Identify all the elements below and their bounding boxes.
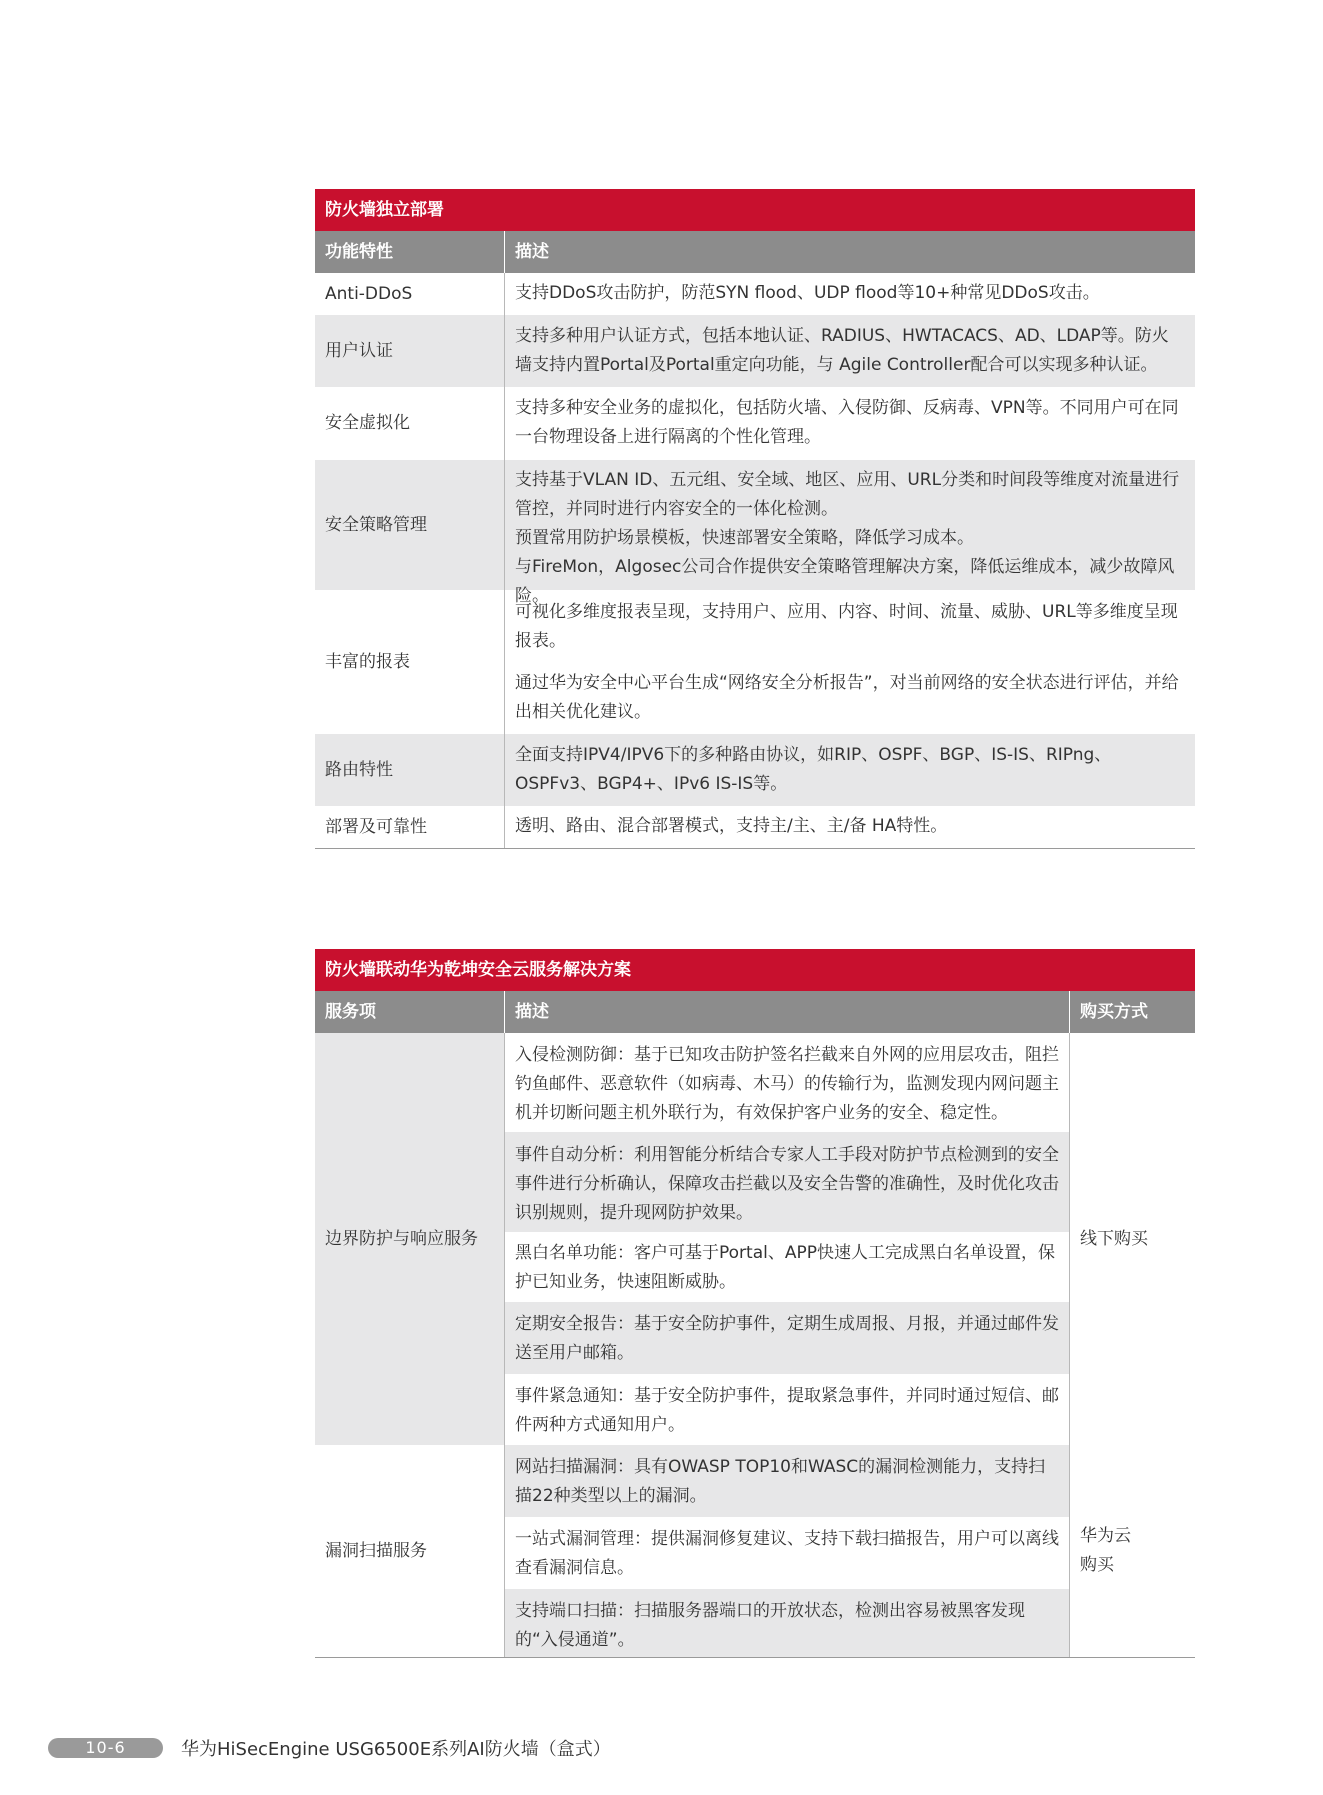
header-description: 描述 [505,991,1070,1033]
service-item: 事件紧急通知：基于安全防护事件，提取紧急事件，并同时通过短信、邮件两种方式通知用户。 [505,1374,1069,1445]
description-cell [505,315,1195,387]
feature-cell: 丰富的报表 [315,590,505,734]
table-header [315,991,1195,1033]
page-footer [48,1737,611,1759]
service-item: 事件自动分析：利用智能分析结合专家人工手段对防护节点检测到的安全事件进行分析确认，保障攻击拦截以及安全告警的准确性，及时优化攻击识别规则，提升现网防护效果。 [505,1132,1069,1232]
table-row [315,734,1195,806]
table-row [315,387,1195,460]
description-cell [505,460,1195,606]
description-cell [505,806,1195,848]
service-group [315,1445,1195,1658]
table-row [315,806,1195,849]
table-row [315,315,1195,387]
table-title: 防火墙联动华为乾坤安全云服务解决方案 [315,949,1195,991]
service-item: 支持端口扫描：扫描服务器端口的开放状态，检测出容易被黑客发现的“入侵通道”。 [505,1589,1069,1657]
page-number: 10-6 [48,1738,163,1758]
description-text: 透明、路由、混合部署模式，支持主/主、主/备 HA特性。 [515,816,948,836]
cloud-service-table [315,949,1195,1658]
feature-cell: 路由特性 [315,734,505,806]
standalone-deployment-table [315,189,1195,849]
service-item: 定期安全报告：基于安全防护事件，定期生成周报、月报，并通过邮件发送至用户邮箱。 [505,1302,1069,1374]
service-item: 入侵检测防御：基于已知攻击防护签名拦截来自外网的应用层攻击，阻拦钓鱼邮件、恶意软件（如病毒、木马）的传输行为，监测发现内网问题主机并切断问题主机外联行为，有效保护客户业务的安全、稳定性。 [505,1033,1069,1132]
description-text: 支持多种用户认证方式，包括本地认证、RADIUS、HWTACACS、AD、LDAP等。防火墙支持内置Portal及Portal重定向功能，与 Agile Controller配合可以实现多种认证。 [515,326,1169,375]
service-items [505,1033,1070,1445]
service-group [315,1033,1195,1445]
service-item: 网站扫描漏洞：具有OWASP TOP10和WASC的漏洞检测能力，支持扫描22种类型以上的漏洞。 [505,1445,1069,1517]
description-text: 预置常用防护场景模板，快速部署安全策略，降低学习成本。 [515,528,974,548]
description-text: 支持DDoS攻击防护，防范SYN flood、UDP flood等10+种常见DDoS攻击。 [515,283,1100,303]
description-text: 可视化多维度报表呈现，支持用户、应用、内容、时间、流量、威胁、URL等多维度呈现报表。 [515,602,1178,651]
table-row [315,273,1195,315]
service-items [505,1445,1070,1657]
feature-cell: 部署及可靠性 [315,806,505,848]
table-title: 防火墙独立部署 [315,189,1195,231]
feature-cell: 用户认证 [315,315,505,387]
description-cell [505,273,1195,315]
description-cell [505,734,1195,806]
feature-cell: 安全策略管理 [315,460,505,590]
service-item: 黑白名单功能：客户可基于Portal、APP快速人工完成黑白名单设置，保护已知业务，快速阻断威胁。 [505,1232,1069,1302]
service-cell: 边界防护与响应服务 [315,1033,505,1445]
description-text: 与FireMon，Algosec公司合作提供安全策略管理解决方案，降低运维成本，减少故障风险。 [515,557,1175,606]
footer-title: 华为HiSecEngine USG6500E系列AI防火墙（盒式） [181,1739,611,1760]
description-cell [505,590,1195,734]
feature-cell: 安全虚拟化 [315,387,505,460]
purchase-cell: 线下购买 [1070,1033,1195,1445]
description-text: 全面支持IPV4/IPV6下的多种路由协议，如RIP、OSPF、BGP、IS-IS、RIPng、OSPFv3、BGP4+、IPv6 IS-IS等。 [515,745,1112,794]
header-description: 描述 [515,242,549,262]
header-service: 服务项 [315,991,505,1033]
purchase-cell: 华为云 购买 [1070,1445,1195,1657]
service-cell: 漏洞扫描服务 [315,1445,505,1657]
description-text: 支持基于VLAN ID、五元组、安全域、地区、应用、URL分类和时间段等维度对流量进行管控，并同时进行内容安全的一体化检测。 [515,470,1180,519]
table-row [315,590,1195,734]
feature-cell: Anti-DDoS [315,273,505,315]
service-item: 一站式漏洞管理：提供漏洞修复建议、支持下载扫描报告，用户可以离线查看漏洞信息。 [505,1517,1069,1589]
description-text: 通过华为安全中心平台生成“网络安全分析报告”，对当前网络的安全状态进行评估，并给出相关优化建议。 [515,673,1179,722]
description-cell [505,387,1195,460]
header-purchase: 购买方式 [1080,1002,1148,1022]
table-header [315,231,1195,273]
description-text: 支持多种安全业务的虚拟化，包括防火墙、入侵防御、反病毒、VPN等。不同用户可在同一台物理设备上进行隔离的个性化管理。 [515,398,1179,447]
table-row [315,460,1195,606]
header-feature: 功能特性 [315,231,505,273]
